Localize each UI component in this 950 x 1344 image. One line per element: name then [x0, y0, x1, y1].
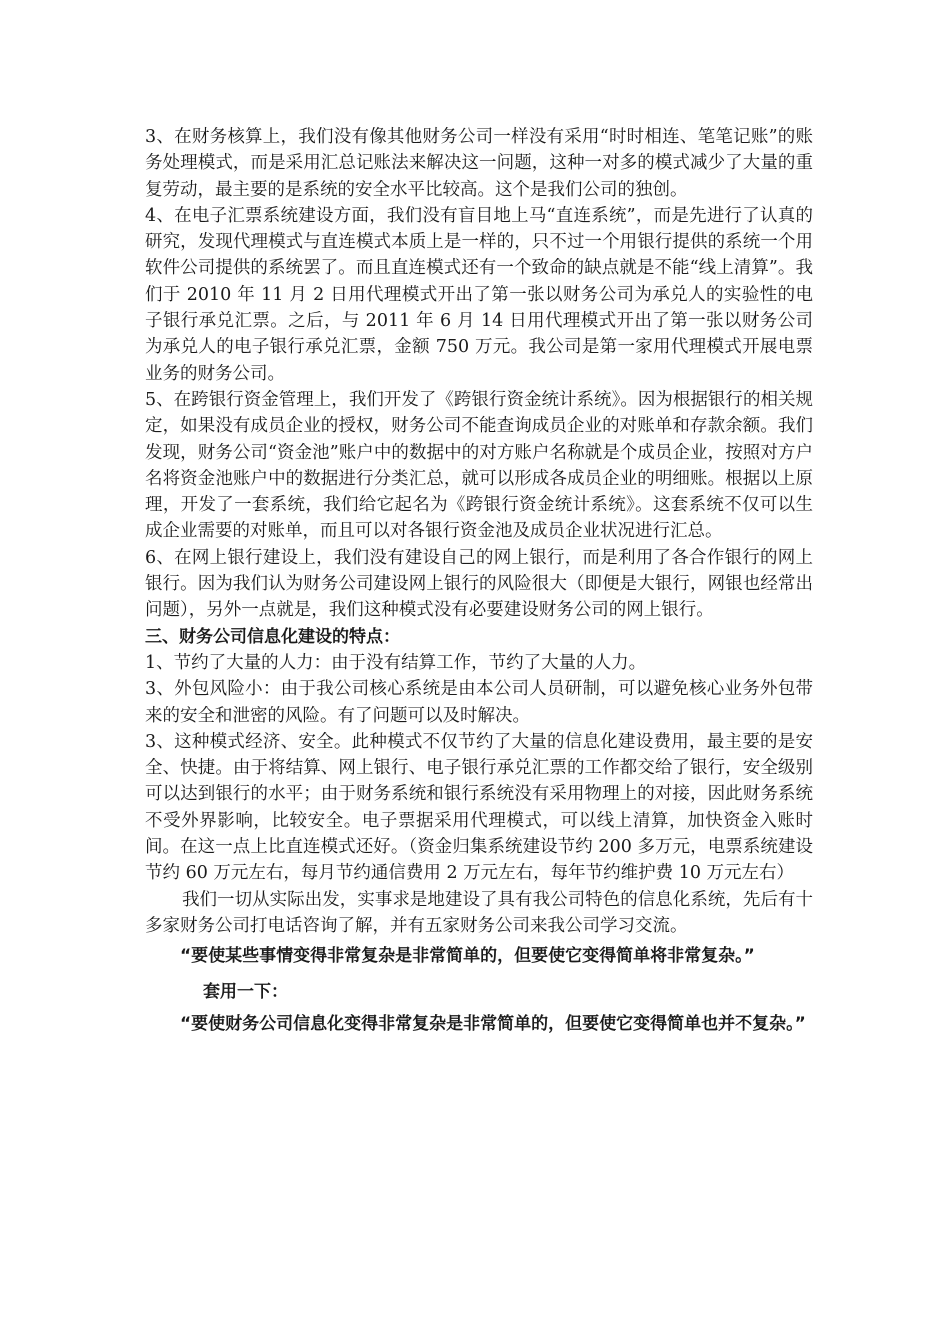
- quote-adapted: “要使财务公司信息化变得非常复杂是非常简单的，但要使它变得简单也并不复杂。”: [180, 1014, 806, 1035]
- adapt-label: 套用一下：: [203, 982, 288, 1003]
- closing-paragraph: 我们一切从实际出发，实事求是地建设了具有我公司特色的信息化系统，先后有十多家财务公司打电话咨询了解，并有五家财务公司来我公司学习交流。: [145, 889, 813, 936]
- feature-item: 3、这种模式经济、安全。此种模式不仅节约了大量的信息化建设费用，最主要的是安全、快捷。由于将结算、网上银行、电子银行承兑汇票的工作都交给了银行，安全级别可以达到银行的水平；由于财务系统和银行系统没有采用物理上的对接，因此财务系统不受外界影响，比较安全。电子票据采用代理模式，可以线上清算，加快资金入账时间。在这一点上比直连模式还好。（资金归集系统建设节约 200 多万元，电票系统建设节约 60 万元左右，每月节约通信费用 2 万元左右，每年节约维护费 10 万元左右）: [145, 731, 813, 884]
- paragraph-accounting: 3、在财务核算上，我们没有像其他财务公司一样没有采用“时时相连、笔笔记账”的账务处理模式，而是采用汇总记账法来解决这一问题，这种一对多的模式减少了大量的重复劳动，最主要的是系统的安全水平比较高。这个是我们公司的独创。: [145, 127, 813, 200]
- paragraph-electronic-draft: 4、在电子汇票系统建设方面，我们没有盲目地上马“直连系统”，而是先进行了认真的研究，发现代理模式与直连模式本质上是一样的，只不过一个用银行提供的系统一个用软件公司提供的系统罢了。而且直连模式还有一个致命的缺点就是不能“线上清算”。我们于 2010 年 11 月 2 日用代理模式开出了第一张以财务公司为承兑人的实验性的电子银行承兑汇票。之后，与 2011 年 6 月 14 日用代理模式开出了第一张以财务公司为承兑人的电子银行承兑汇票，金额 750 万元。我公司是第一家用代理模式开展电票业务的财务公司。: [145, 205, 813, 384]
- feature-item: 1、节约了大量的人力：由于没有结算工作，节约了大量的人力。: [145, 652, 647, 673]
- section-heading: 三、财务公司信息化建设的特点：: [145, 626, 400, 647]
- paragraph-cross-bank: 5、在跨银行资金管理上，我们开发了《跨银行资金统计系统》。因为根据银行的相关规定，如果没有成员企业的授权，财务公司不能查询成员企业的对账单和存款余额。我们发现，财务公司“资金池”账户中的数据中的对方账户名称就是个成员企业，按照对方户名将资金池账户中的数据进行分类汇总，就可以形成各成员企业的明细账。根据以上原理，开发了一套系统，我们给它起名为《跨银行资金统计系统》。这套系统不仅可以生成企业需要的对账单，而且可以对各银行资金池及成员企业状况进行汇总。: [145, 389, 813, 542]
- quote-original: “要使某些事情变得非常复杂是非常简单的，但要使它变得简单将非常复杂。”: [180, 946, 755, 967]
- paragraph-online-banking: 6、在网上银行建设上，我们没有建设自己的网上银行，而是利用了各合作银行的网上银行。因为我们认为财务公司建设网上银行的风险很大（即便是大银行，网银也经常出问题），另外一点就是，我们这种模式没有必要建设财务公司的网上银行。: [145, 547, 813, 621]
- document-body: [145, 124, 813, 1039]
- feature-item: 3、外包风险小：由于我公司核心系统是由本公司人员研制，可以避免核心业务外包带来的安全和泄密的风险。有了问题可以及时解决。: [145, 679, 813, 726]
